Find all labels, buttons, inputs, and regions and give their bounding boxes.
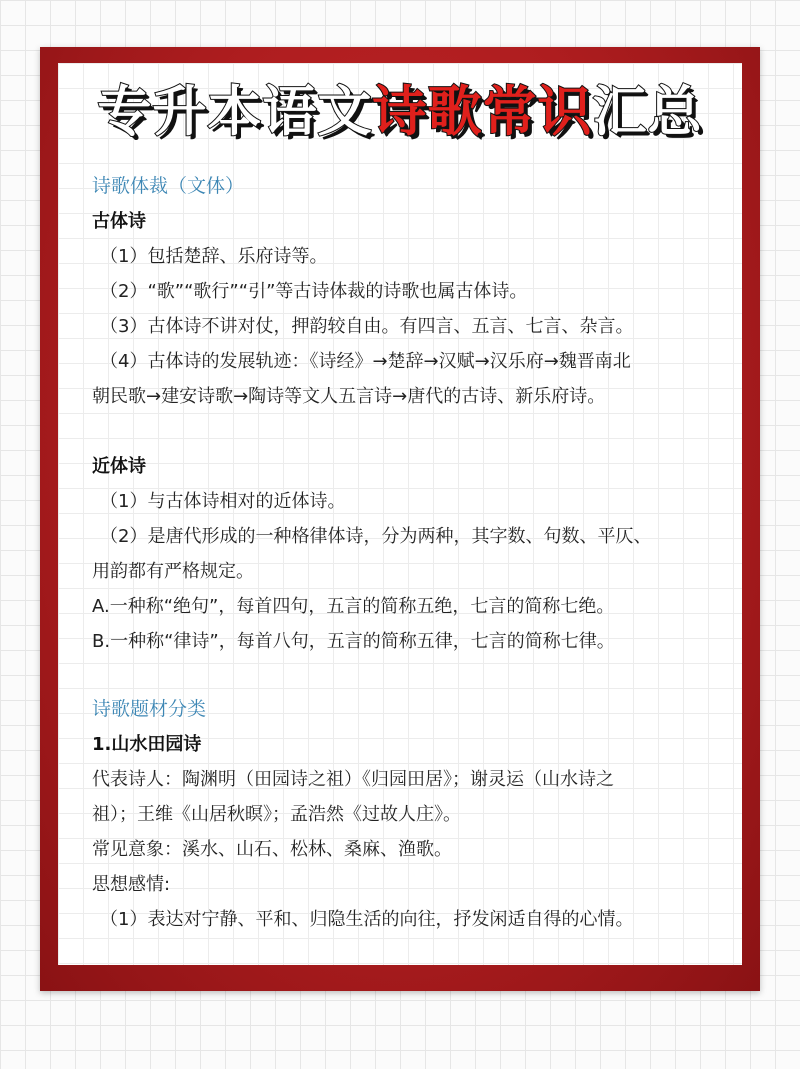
paragraph-line: （4）古体诗的发展轨迹：《诗经》→楚辞→汉赋→汉乐府→魏晋南北	[100, 351, 631, 372]
document-body	[92, 169, 722, 937]
page-title	[58, 77, 742, 147]
paragraph-line: 用韵都有严格规定。	[92, 561, 254, 582]
paragraph-line: （1）与古体诗相对的近体诗。	[100, 491, 346, 512]
content-card	[58, 63, 742, 965]
paragraph-line: 常见意象：溪水、山石、松林、桑麻、渔歌。	[92, 839, 452, 860]
paragraph-line: 朝民歌→建安诗歌→陶诗等文人五言诗→唐代的古诗、新乐府诗。	[92, 386, 606, 407]
title-part-3: 汇总	[592, 80, 703, 143]
paragraph-line: 代表诗人：陶渊明（田园诗之祖）《归园田居》；谢灵运（山水诗之	[92, 769, 614, 790]
spacer	[92, 659, 722, 692]
title-part-1: 专升本语文	[97, 80, 373, 143]
paragraph-line: （3）古体诗不讲对仗，押韵较自由。有四言、五言、七言、杂言。	[100, 316, 634, 337]
paragraph-line: 祖）；王维《山居秋暝》；孟浩然《过故人庄》。	[92, 804, 461, 825]
subheading-shanshui: 1.山水田园诗	[92, 734, 202, 755]
subheading-jintishi: 近体诗	[92, 456, 146, 477]
paragraph-line: 思想感情:	[92, 874, 171, 895]
paragraph-line: （2）是唐代形成的一种格律体诗，分为两种，其字数、句数、平仄、	[100, 526, 652, 547]
subheading-gutishi: 古体诗	[92, 211, 146, 232]
paragraph-line: （1）包括楚辞、乐府诗等。	[100, 246, 328, 267]
title-part-2-highlight: 诗歌常识	[372, 80, 593, 143]
paragraph-line: A.一种称“绝句”，每首四句，五言的简称五绝，七言的简称七绝。	[92, 596, 615, 617]
section-heading-theme: 诗歌题材分类	[92, 698, 207, 720]
paragraph-line: （1）表达对宁静、平和、归隐生活的向往，抒发闲适自得的心情。	[100, 909, 634, 930]
section-heading-genre: 诗歌体裁（文体）	[92, 175, 245, 197]
spacer	[92, 414, 722, 449]
paragraph-line: B.一种称“律诗”，每首八句，五言的简称五律，七言的简称七律。	[92, 631, 615, 652]
paragraph-line: （2）“歌”“歌行”“引”等古诗体裁的诗歌也属古体诗。	[100, 281, 528, 302]
